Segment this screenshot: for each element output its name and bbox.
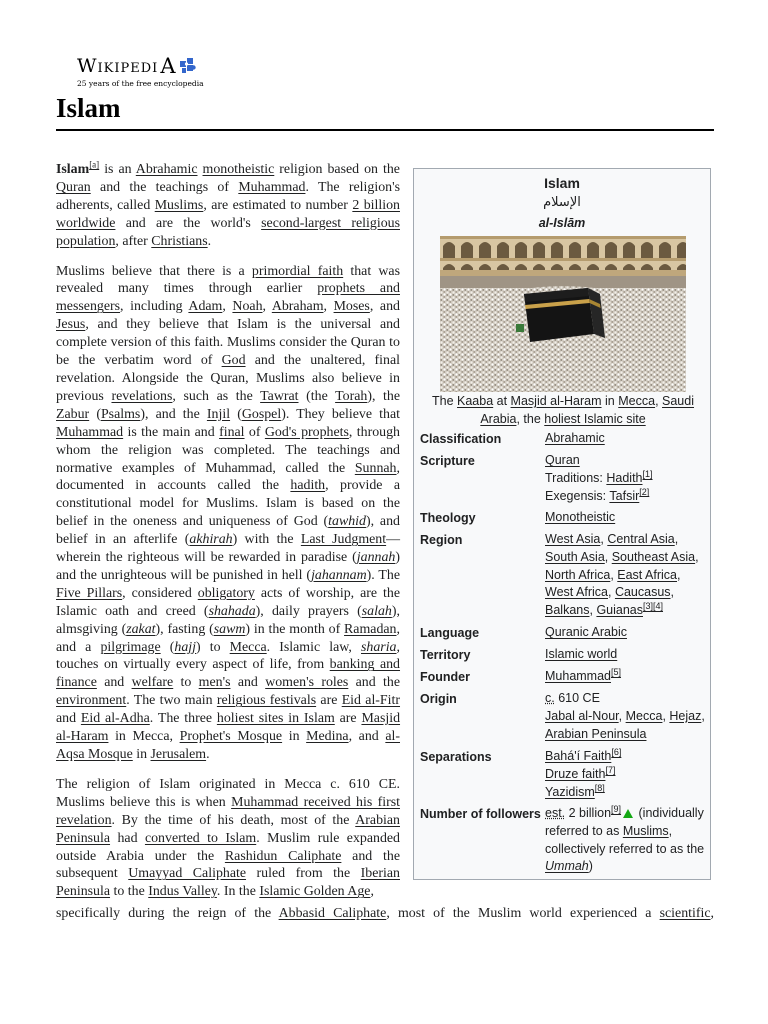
text: Exegensis: bbox=[545, 488, 610, 503]
value-followers bbox=[545, 805, 709, 876]
link-hejaz[interactable]: Hejaz bbox=[669, 708, 702, 723]
text: , the bbox=[516, 412, 545, 426]
tagline: 25 years of the free encyclopedia bbox=[77, 79, 204, 88]
link[interactable]: Moses bbox=[333, 299, 370, 315]
link[interactable]: Mecca bbox=[229, 639, 267, 655]
link-mecca[interactable]: Mecca bbox=[618, 394, 656, 408]
link[interactable]: Gospel bbox=[241, 406, 282, 422]
text: , bbox=[655, 394, 663, 408]
link-masjid-al-haram[interactable]: Masjid al-Haram bbox=[510, 394, 602, 408]
link-region[interactable]: Caucasus bbox=[614, 585, 671, 600]
text: The religion of Islam originated in Mecca c. 610 CE. Muslims believe this is when bbox=[56, 776, 400, 810]
paragraph-2 bbox=[56, 263, 400, 764]
text: and the subsequent bbox=[56, 848, 400, 882]
link-second-largest[interactable]: second-largest religious population bbox=[56, 215, 400, 249]
label-scripture: Scripture bbox=[420, 454, 475, 468]
article-body bbox=[56, 161, 400, 913]
title-divider bbox=[56, 129, 714, 131]
text: and the bbox=[348, 675, 400, 691]
text: ), and belief in an afterlife ( bbox=[56, 514, 400, 548]
text: in bbox=[282, 729, 307, 745]
puzzle-globe-icon bbox=[178, 56, 198, 76]
link[interactable]: hajj bbox=[174, 639, 196, 655]
text: , bbox=[323, 299, 334, 315]
link[interactable]: women's roles bbox=[265, 675, 349, 691]
link[interactable]: jannah bbox=[356, 550, 396, 566]
text: are bbox=[316, 693, 342, 709]
kaaba-photo[interactable] bbox=[440, 236, 686, 392]
link[interactable]: religious festivals bbox=[216, 693, 317, 709]
text: , most of the Muslim world experienced a bbox=[386, 906, 660, 921]
text: in Mecca, bbox=[108, 729, 180, 745]
text: and are the world's bbox=[115, 215, 262, 231]
link[interactable]: zakat bbox=[126, 621, 156, 637]
text: , through whom the religion was completed. The teachings and normative examples of Muhammad, called the bbox=[56, 424, 400, 476]
link[interactable]: Tawrat bbox=[260, 388, 299, 404]
link-region[interactable]: North Africa bbox=[545, 567, 611, 582]
value-origin: c. 610 CE Jabal al-Nour, Mecca, Hejaz, Arabian Peninsula bbox=[545, 691, 705, 741]
footnote-link[interactable]: [6] bbox=[611, 746, 622, 757]
link-region[interactable]: South Asia bbox=[545, 549, 605, 564]
footnote-link[interactable]: [3][4] bbox=[643, 601, 664, 612]
label-origin: Origin bbox=[420, 692, 457, 706]
text: ruled from the bbox=[246, 866, 361, 882]
link-region[interactable]: West Africa bbox=[545, 585, 608, 600]
text: that was revealed many times through earlier bbox=[56, 263, 400, 297]
text: Traditions: bbox=[545, 470, 607, 485]
text: acts of worship, are the Islamic oath and creed ( bbox=[56, 585, 401, 619]
text: . The three bbox=[149, 711, 217, 727]
label-founder: Founder bbox=[420, 670, 470, 684]
text: ). The bbox=[366, 567, 400, 583]
text: , such as the bbox=[172, 388, 261, 404]
label-theology: Theology bbox=[420, 511, 476, 525]
infobox-transliteration: al-Islām bbox=[538, 216, 586, 230]
text: . Muslim rule expanded outside Arabia under the bbox=[56, 830, 400, 864]
value-theology bbox=[545, 509, 709, 527]
link[interactable]: Iberian Peninsula bbox=[56, 866, 400, 900]
label-region: Region bbox=[420, 533, 463, 547]
label-classification: Classification bbox=[420, 432, 502, 446]
text: . The two main bbox=[126, 693, 217, 709]
link[interactable]: God bbox=[221, 353, 246, 369]
text: . Islamic law, bbox=[266, 639, 361, 655]
link-bahai-faith[interactable]: Bahá'í Faith bbox=[545, 749, 612, 763]
text: and the teachings of bbox=[90, 179, 239, 195]
text: . The religion's adherents, called bbox=[56, 179, 400, 213]
link[interactable]: Medina bbox=[306, 729, 349, 745]
paragraph-3 bbox=[56, 776, 400, 901]
text: ) in the month of bbox=[245, 621, 345, 637]
paragraph-3-continued bbox=[56, 905, 714, 923]
link-hadith[interactable]: Hadith bbox=[606, 470, 643, 485]
link-islamic-world[interactable]: Islamic world bbox=[545, 647, 618, 661]
estimate-abbr[interactable]: est. bbox=[545, 806, 566, 820]
link[interactable]: men's bbox=[198, 675, 231, 691]
text: , provide a constitutional model for Muslims. Islam is based on the belief in the oneness and uniqueness of God ( bbox=[56, 478, 401, 530]
link[interactable]: Torah bbox=[335, 388, 368, 404]
text: , touches on virtually every aspect of life, from bbox=[56, 639, 400, 673]
link-region[interactable]: Guianas bbox=[596, 603, 643, 618]
link[interactable]: hadith bbox=[290, 478, 326, 494]
link[interactable]: Islamic Golden Age bbox=[259, 884, 371, 900]
label-territory: Territory bbox=[420, 648, 471, 662]
link[interactable]: shahada bbox=[208, 603, 256, 619]
value-language bbox=[545, 624, 709, 642]
value-founder bbox=[545, 668, 709, 686]
text: to bbox=[173, 675, 199, 691]
link-region[interactable]: East Africa bbox=[617, 567, 678, 582]
footnote-link[interactable]: [a] bbox=[89, 159, 100, 170]
text: ), the bbox=[367, 388, 401, 404]
link-abbasid-caliphate[interactable]: Abbasid Caliphate bbox=[278, 906, 387, 921]
link[interactable]: tawhid bbox=[328, 514, 366, 530]
text: —wherein the righteous will be rewarded in paradise ( bbox=[56, 532, 400, 566]
link-monotheistic[interactable]: Monotheistic bbox=[545, 510, 616, 524]
label-language: Language bbox=[420, 626, 480, 640]
link-monotheistic[interactable]: monotheistic bbox=[202, 162, 275, 177]
label-separations: Separations bbox=[420, 750, 492, 764]
text: , and bbox=[348, 729, 386, 745]
text: ), and the bbox=[140, 406, 207, 422]
link-muslims[interactable]: Muslims bbox=[622, 823, 669, 838]
text: are bbox=[334, 711, 362, 727]
text: in bbox=[132, 747, 151, 762]
link[interactable]: Psalms bbox=[100, 406, 141, 422]
link-muhammad[interactable]: Muhammad bbox=[238, 179, 306, 195]
link[interactable]: Umayyad Caliphate bbox=[128, 866, 247, 882]
text: . bbox=[207, 233, 212, 249]
link[interactable]: Ramadan bbox=[344, 621, 397, 637]
link[interactable]: welfare bbox=[131, 675, 174, 691]
footnote-link[interactable]: [1] bbox=[642, 468, 653, 479]
link-mecca[interactable]: Mecca bbox=[625, 708, 663, 723]
link[interactable]: Indus Valley bbox=[148, 884, 217, 900]
infobox-arabic-name: الإسلام bbox=[543, 195, 581, 210]
link[interactable]: obligatory bbox=[197, 585, 255, 601]
link-abrahamic[interactable]: Abrahamic bbox=[135, 162, 198, 177]
link-saudi-arabia[interactable]: Saudi Arabia bbox=[480, 394, 694, 426]
text: is an bbox=[99, 162, 136, 177]
link-muhammad[interactable]: Muhammad bbox=[545, 669, 611, 683]
text: , collectively referred to as the bbox=[545, 823, 705, 856]
text: ), daily prayers ( bbox=[255, 603, 362, 619]
link[interactable]: Adam bbox=[188, 299, 223, 315]
bold-term: Islam bbox=[56, 162, 90, 177]
link[interactable]: God's prophets bbox=[264, 424, 349, 440]
footnote-link[interactable]: [8] bbox=[594, 782, 605, 793]
link-jabal-al-nour[interactable]: Jabal al-Nour bbox=[545, 708, 619, 723]
footnote-link[interactable]: [5] bbox=[611, 666, 622, 677]
text: ) and the unrighteous will be punished in hell ( bbox=[56, 550, 400, 583]
text: , bbox=[370, 884, 374, 900]
link[interactable]: Rashidun Caliphate bbox=[224, 848, 342, 864]
footnote-link[interactable]: [9] bbox=[611, 803, 622, 814]
link-christians[interactable]: Christians bbox=[151, 233, 208, 249]
link[interactable]: primordial faith bbox=[251, 263, 344, 279]
infobox-title: Islam bbox=[544, 175, 580, 191]
text: , considered bbox=[122, 585, 198, 601]
value-scripture bbox=[545, 452, 709, 505]
wikipedia-logo[interactable] bbox=[77, 55, 204, 88]
text: in bbox=[601, 394, 619, 408]
text: religion based on the bbox=[274, 162, 400, 177]
wikipedia-wordmark[interactable] bbox=[77, 55, 204, 77]
text: , bbox=[222, 299, 233, 315]
value-territory bbox=[545, 646, 709, 664]
text: ) to bbox=[196, 639, 230, 655]
link[interactable]: Muhammad bbox=[56, 424, 124, 440]
text: . By the time of his death, most of the bbox=[111, 812, 356, 828]
link-region[interactable]: Central Asia bbox=[607, 532, 675, 546]
image-caption bbox=[426, 392, 700, 428]
link-kaaba[interactable]: Kaaba bbox=[457, 394, 494, 408]
link-holiest-site[interactable]: holiest Islamic site bbox=[544, 412, 646, 426]
text: and the unaltered, final revelation. Alongside the Quran, Muslims also believe in previous bbox=[56, 353, 400, 404]
text: 2 billion bbox=[565, 806, 612, 820]
link-2-billion[interactable]: 2 billion worldwide bbox=[56, 197, 400, 231]
text: had bbox=[110, 830, 145, 846]
link[interactable]: Arabian Peninsula bbox=[56, 812, 400, 846]
text: ( bbox=[230, 406, 242, 422]
text: to the bbox=[110, 884, 149, 900]
text: of bbox=[244, 424, 265, 440]
text: (the bbox=[298, 388, 336, 404]
link-quran[interactable]: Quran bbox=[56, 179, 91, 195]
link[interactable]: sharia bbox=[361, 639, 397, 655]
link[interactable]: Prophet's Mosque bbox=[179, 729, 283, 745]
text: , including bbox=[120, 299, 189, 315]
link-abrahamic[interactable]: Abrahamic bbox=[545, 431, 605, 445]
increase-arrow-icon bbox=[623, 809, 633, 818]
link[interactable]: Jerusalem bbox=[150, 747, 207, 762]
link[interactable]: holiest sites in Islam bbox=[216, 711, 335, 727]
link-druze-faith[interactable]: Druze faith bbox=[545, 766, 606, 781]
text: The bbox=[432, 394, 458, 408]
link[interactable]: al-Aqsa Mosque bbox=[56, 729, 400, 762]
link[interactable]: Jesus bbox=[56, 317, 86, 333]
link[interactable]: pilgrimage bbox=[100, 639, 161, 655]
link-quranic-arabic[interactable]: Quranic Arabic bbox=[545, 625, 627, 639]
link[interactable]: Sunnah bbox=[354, 460, 397, 476]
text: , after bbox=[115, 233, 152, 249]
text: Muslims believe that there is a bbox=[56, 263, 252, 279]
text: (individually referred to as bbox=[545, 806, 704, 838]
link[interactable]: Zabur bbox=[56, 406, 90, 422]
text: is the main and bbox=[123, 424, 220, 440]
link-tafsir[interactable]: Tafsir bbox=[609, 488, 640, 503]
link-muslims[interactable]: Muslims bbox=[154, 197, 204, 213]
link[interactable]: converted to Islam bbox=[144, 830, 257, 846]
text: , and they believe that Islam is the universal and complete version of this faith. Muslims consider the Quran to be the verbatim word of bbox=[56, 317, 400, 369]
text: 610 CE bbox=[554, 691, 600, 705]
text: , documented in accounts called the bbox=[56, 460, 400, 494]
link[interactable]: Abraham bbox=[271, 299, 324, 315]
text: and bbox=[96, 675, 132, 691]
link[interactable]: prophets and messengers bbox=[56, 281, 400, 315]
page-title: Islam bbox=[56, 93, 121, 123]
link-region[interactable]: Southeast Asia bbox=[611, 549, 696, 564]
label-followers: Number of followers bbox=[420, 807, 541, 821]
footnote-link[interactable]: [7] bbox=[605, 764, 616, 775]
paragraph-1 bbox=[56, 161, 400, 251]
link[interactable]: Injil bbox=[206, 406, 231, 422]
text: , and bbox=[369, 299, 400, 315]
link[interactable]: sawm bbox=[213, 621, 246, 637]
link[interactable]: environment bbox=[56, 693, 127, 709]
text: and bbox=[56, 711, 81, 727]
text: at bbox=[493, 394, 511, 408]
infobox bbox=[413, 168, 711, 880]
text: , bbox=[262, 299, 272, 315]
link[interactable]: Last Judgment bbox=[300, 532, 387, 548]
text: , and a bbox=[56, 621, 400, 655]
text: and bbox=[230, 675, 266, 691]
link[interactable]: revelations bbox=[111, 388, 173, 404]
link[interactable]: final bbox=[219, 424, 245, 440]
text: ( bbox=[89, 406, 101, 422]
link[interactable]: Eid al-Fitr bbox=[341, 693, 401, 709]
link-region[interactable]: West Asia bbox=[545, 532, 601, 546]
value-classification bbox=[545, 430, 709, 448]
text: . In the bbox=[216, 884, 260, 900]
article-body-continued bbox=[56, 905, 714, 935]
link[interactable]: Eid al-Adha bbox=[80, 711, 150, 727]
value-separations bbox=[545, 748, 709, 801]
wordmark-last-letter: A bbox=[160, 54, 177, 78]
text: , are estimated to number bbox=[203, 197, 353, 213]
link-arabian-peninsula[interactable]: Arabian Peninsula bbox=[545, 726, 647, 741]
text: specifically during the reign of the bbox=[56, 906, 279, 921]
text: , bbox=[710, 906, 715, 921]
link-quran[interactable]: Quran bbox=[545, 453, 580, 467]
link-region[interactable]: Balkans bbox=[545, 603, 590, 618]
link-scientific[interactable]: scientific bbox=[659, 906, 711, 921]
text: . bbox=[206, 747, 210, 762]
text: ), fasting ( bbox=[155, 621, 214, 637]
link[interactable]: jahannam bbox=[311, 567, 367, 583]
link[interactable]: Muhammad received his first revelation bbox=[56, 794, 400, 828]
link[interactable]: akhirah bbox=[189, 532, 233, 548]
link[interactable]: Noah bbox=[232, 299, 263, 315]
link[interactable]: salah bbox=[361, 603, 392, 619]
footnote-link[interactable]: [2] bbox=[639, 486, 650, 497]
link[interactable]: Five Pillars bbox=[56, 585, 123, 601]
link-ummah[interactable]: Ummah bbox=[545, 859, 589, 874]
text: ( bbox=[160, 639, 175, 655]
link[interactable]: Masjid al-Haram bbox=[56, 711, 401, 745]
value-region: West Asia, Central Asia, South Asia, Southeast Asia, North Africa, East Africa, West Africa, Caucasus, Balkans, Guianas[3][4] bbox=[545, 532, 699, 618]
circa-abbr[interactable]: c. bbox=[545, 691, 555, 705]
link[interactable]: banking and finance bbox=[56, 657, 401, 691]
text: ) bbox=[588, 859, 593, 874]
text: ) with the bbox=[232, 532, 301, 548]
wordmark-text: Wikipedi bbox=[77, 55, 159, 77]
link-yazidism[interactable]: Yazidism bbox=[545, 784, 595, 799]
text: ), almsgiving ( bbox=[56, 603, 400, 637]
text: ). They believe that bbox=[281, 406, 400, 422]
